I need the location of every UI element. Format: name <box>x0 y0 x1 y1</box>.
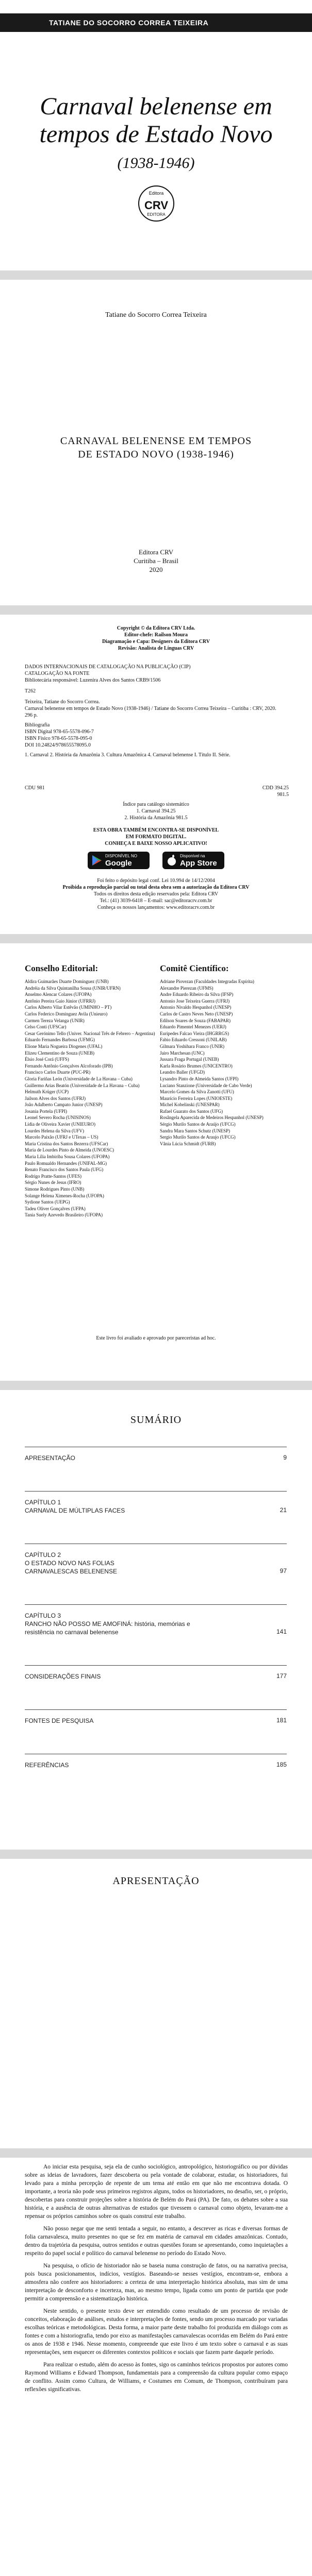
toc-entry[interactable] <box>25 1672 287 1681</box>
title-page-title <box>0 434 312 461</box>
cdd: 981.5 <box>277 792 289 798</box>
title-page <box>0 414 312 605</box>
council-member: Fabio Eduardo Cressoni (UNILAB) <box>160 1037 227 1043</box>
presentation-title: APRESENTAÇÃO <box>112 1875 200 1887</box>
scientific-committee-title: Comitê Científico: <box>160 963 229 973</box>
page-separator <box>0 270 312 280</box>
council-member: Jairo Marchesan (UNC) <box>160 1050 205 1056</box>
editorial-board-title: Conselho Editorial: <box>25 963 98 973</box>
google-play-icon <box>92 855 102 866</box>
half-title-author: Tatiane do Socorro Correa Teixeira <box>105 311 207 319</box>
council-member: Karla Rosário Brumes (UNICENTRO) <box>160 1063 233 1069</box>
council-member: Sergio Murilo Santos de Araujo (UFCG) <box>160 1134 236 1140</box>
toc-entry-page: 177 <box>276 1672 287 1680</box>
city: Curitiba – Brasil <box>134 557 178 565</box>
paragraph: Na pesquisa, o ofício de historiador não se baseia numa construção de fatos, ou na narrativa precisa, pois busca posicionamentos, indícios, vestígios. Baseando-se nesses vestígios, encontram-se, embora a atmosfera não confere aos historiadores: a certeza de uma interpretação histórica absoluta, mas sim de uma interpretação de desconforto e incerteza, mas, ao mesmo tempo, ligada como um ponto de partida que pode permitir a compreensão e a sistematização histórica. <box>25 2263 288 2302</box>
paragraph: Não posso negar que me senti tentada a seguir, no entanto, a descrever as ricas e diversas formas de folia carnavalesca, muito presentes no que se fez em matéria de carnaval em cidades amazônicas. Contudo, dentro da trajetória da pesquisa, outros sentidos e outras questões foram se apresentando, como inquietações a respeito do papel social e político do carnaval belenense no período do Estado Novo. <box>25 2226 288 2257</box>
page-separator <box>0 934 312 943</box>
toc-entry-page: 141 <box>276 1628 287 1635</box>
cip-doi: DOI 10.24824/978655578095.0 <box>25 742 91 748</box>
council-member: Lídia de Oliveira Xavier (UNIEURO) <box>25 1122 95 1127</box>
council-member: Sérgio Nunes de Jesus (IFRO) <box>25 1180 81 1185</box>
toc-divider <box>25 1709 287 1710</box>
council-member: Tadeu Oliver Gonçalves (UFPA) <box>25 1206 86 1211</box>
presentation-page <box>0 1859 312 2148</box>
council-member: Maria Cristina dos Santos Bezerra (UFSCar) <box>25 1141 108 1146</box>
credit-line: Copyright © da Editora CRV Ltda. <box>117 625 195 631</box>
council-member: Josania Portela (UFPI) <box>25 1108 67 1114</box>
cip-bibliography: Bibliografia <box>25 722 50 728</box>
toc-entry[interactable] <box>25 1454 287 1462</box>
council-member: Élsio José Corá (UFFS) <box>25 1057 69 1062</box>
council-member: Rodrigo Pratte-Santos (UFES) <box>25 1173 81 1179</box>
ebook-line: CONHEÇA E BAIXE NOSSO APLICATIVO! <box>105 841 207 846</box>
council-member: Rafael Guarato dos Santos (UFG) <box>160 1108 223 1114</box>
ebook-line: EM FORMATO DIGITAL. <box>125 834 187 840</box>
paragraph: Para realizar o estudo, além do acesso às fontes, sigo os caminhos teóricos propostos por autores como Raymond Williams e Edward Thompson, fundamentais para a compreensão da cultura popular como espaço de conflito. Assim como Cultura, de Williams, e Costumes em Comum, de Thompson, contribuíram para reflexões significativas. <box>25 2362 288 2393</box>
page-separator <box>0 1850 312 1859</box>
toc-divider <box>25 1665 287 1666</box>
cover-title-line: Carnaval belenense em <box>40 93 272 120</box>
council-member: Francisco Carlos Duarte (PUC-PR) <box>25 1070 91 1075</box>
index-item: 1. Carnaval 394.25 <box>136 808 176 814</box>
council-member: Euripedes Falcao Vieira (IHGRRGS) <box>160 1030 229 1036</box>
page-separator <box>0 605 312 615</box>
council-member: Sérgio Murilo Santos de Araújo (UFCG) <box>160 1122 236 1127</box>
council-member: Guillermo Arias Beatón (Universidade de La Havana – Cuba) <box>25 1082 140 1088</box>
year: 2020 <box>149 566 163 573</box>
council-member: Helmuth Krüger (UCP) <box>25 1089 69 1095</box>
council-member: Andre Eduardo Ribeiro da Silva (IFSP) <box>160 992 234 997</box>
council-member: Fernando Antônio Gonçalves Alcoforado (IPB) <box>25 1063 113 1069</box>
legal-line: Conheça os nossos lançamentos: www.editoracrv.com.br <box>97 905 215 910</box>
council-member: Simone Rodrigues Pinto (UNB) <box>25 1187 85 1192</box>
cip-isbn: ISBN Digital 978-65-5578-096-7 <box>25 729 94 735</box>
council-member: Adriane Piovezan (Faculdades Integradas Espírita) <box>160 979 254 984</box>
council-member: Luciano Stanzione (Universidade de Cabo Verde) <box>160 1082 252 1088</box>
page-separator <box>0 1381 312 1390</box>
cdd: CDD 394.25 <box>262 785 289 791</box>
toc-entry-label: APRESENTAÇÃO <box>25 1454 75 1462</box>
council-member: Gloria Fariñas León (Universidade de La Havana – Cuba) <box>25 1076 133 1081</box>
legal-block <box>0 877 312 911</box>
toc-entry[interactable] <box>25 1717 287 1725</box>
toc-entry-page: 181 <box>276 1717 287 1724</box>
cip-block <box>25 664 293 758</box>
toc-entry[interactable] <box>25 1498 287 1515</box>
council-member: Maria de Lourdes Pinto de Almeida (UNOESC) <box>25 1147 114 1153</box>
legal-line: Todos os direitos desta edição reservados pela: Editora CRV <box>93 891 219 897</box>
toc-entry-label: REFERÊNCIAS <box>25 1761 69 1769</box>
toc-entry-label: CAPÍTULO 1 CARNAVAL DE MÚLTIPLAS FACES <box>25 1499 125 1514</box>
council-member: Michel Kobelinski (UNESPAR) <box>160 1102 220 1108</box>
toc-page <box>0 1390 312 1850</box>
council-member: João Adalberto Campato Junior (UNESP) <box>25 1102 103 1108</box>
cover-title <box>0 93 312 148</box>
toc-entry-page: 185 <box>276 1761 287 1768</box>
toc-title: SUMÁRIO <box>130 1414 182 1426</box>
council-member: Anselmo Alencar Colares (UFOPA) <box>25 992 92 997</box>
publisher-logo <box>138 185 174 222</box>
council-member: Aldira Guimarães Duarte Domínguez (UNB) <box>25 979 109 984</box>
council-member: Jussara Fraga Portugal (UNEB) <box>160 1057 219 1062</box>
cip-body: Teixeira, Tatiane do Socorro Correa. <box>25 699 100 705</box>
council-member: Eduardo Fernandes Barbosa (UFMG) <box>25 1037 95 1043</box>
credit-line: Editor-chefe: Railson Moura <box>124 632 188 638</box>
council-member: Vânia Lúcia Schmidt (FURB) <box>160 1141 216 1146</box>
cip-title: DADOS INTERNACIONAIS DE CATALOGAÇÃO NA PUBLICAÇÃO (CIP) <box>25 664 191 670</box>
toc-entry[interactable] <box>25 1612 287 1636</box>
council-member: Antônio Pereira Gaio Júnior (UFRRJ) <box>25 998 95 1004</box>
council-member: Tania Suely Azevedo Brasileiro (UFOPA) <box>25 1212 103 1218</box>
credit-line: Diagramação e Capa: Designers da Editora CRV <box>102 639 210 645</box>
council-member: Jailson Alves dos Santos (UFRJ) <box>25 1095 86 1101</box>
council-member: Rosângela Aparecida de Medeiros Hespanhol (UNESP) <box>160 1115 264 1121</box>
council-member: Maurício Ferreira Lopes (UNIOESTE) <box>160 1095 233 1101</box>
title-page-imprint <box>0 548 312 574</box>
peer-review-note: Este livro foi avaliado e aprovado por pareceristas ad hoc. <box>96 1335 216 1341</box>
legal-line: Proibida a reprodução parcial ou total desta obra sem a autorização da Editora CRV <box>62 885 250 890</box>
cip-subjects: 1. Carnaval 2. História da Amazônia 3. Cultura Amazônica 4. Carnaval belenense I. Título II. Série. <box>25 752 231 758</box>
store-caption: Disponível na <box>180 854 205 858</box>
title-line: CARNAVAL BELENENSE EM TEMPOS <box>60 435 252 447</box>
council-member: Elizeu Clementino de Souza (UNEB) <box>25 1050 94 1056</box>
council-member: Gilmara Yoshihara Franco (UNIR) <box>160 1043 224 1049</box>
council-member: Antonio Jose Teixeira Guerra (UFRJ) <box>160 998 230 1004</box>
toc-entry-page: 97 <box>280 1567 287 1574</box>
apple-icon <box>167 855 177 866</box>
cip-body: Carnaval belenense em tempos de Estado Novo (1938-1946) / Tatiane do Socorro Correa Teixeira – Curitiba : CRV, 2020. <box>25 706 276 711</box>
council-member: Carmen Tereza Velanga (UNIR) <box>25 1018 85 1023</box>
council-page <box>0 943 312 1381</box>
cdd-block <box>248 785 289 798</box>
council-member: Eduardo Pimentel Menezes (UERJ) <box>160 1024 226 1030</box>
page-separator <box>0 2148 312 2158</box>
cover-title-line: tempos de Estado Novo <box>39 121 273 148</box>
toc-entry-label: CAPÍTULO 2 O ESTADO NOVO NAS FOLIAS CARNAVALESCAS BELENENSE <box>25 1551 117 1575</box>
council-member: Elione Maria Nogueira Diogenes (UFAL) <box>25 1043 103 1049</box>
council-member: Carlos Federico Dominguez Avila (Unieuro) <box>25 1011 108 1016</box>
legal-line: Foi feito o depósito legal conf. Lei 10.994 de 14/12/2004 <box>97 878 215 884</box>
index-item: 2. História da Amazônia 981.5 <box>124 815 188 821</box>
copyright-page <box>0 615 312 934</box>
council-member: Leandro Baller (UFGD) <box>160 1070 205 1075</box>
credit-line: Revisão: Analista de Línguas CRV <box>118 646 194 651</box>
cip-isbn: ISBN Físico 978-65-5578-095-0 <box>25 736 92 741</box>
legal-line: Tel.: (41) 3039-6418 – E-mail: sac@editoracrv.com.br <box>100 898 212 904</box>
store-caption: DISPONÍVEL NO <box>105 854 137 858</box>
council-member: Celso Conti (UFSCar) <box>25 1024 67 1030</box>
store-name: App Store <box>180 859 217 868</box>
title-line: DE ESTADO NOVO (1938-1946) <box>78 449 234 460</box>
council-member: Carlos de Castro Neves Neto (UNESP) <box>160 1011 233 1016</box>
toc-entry-label: CAPÍTULO 3 RANCHO NÃO POSSO ME AMOFINÁ: história, memórias e resistência no carnaval belenense <box>25 1612 190 1636</box>
council-member: Cesar Gerónimo Tello (Univer. Nacional Três de Febrero – Argentina) <box>25 1030 155 1036</box>
council-member: Sandra Mara Santos Schutz (UNESP) <box>160 1128 230 1133</box>
toc-entry[interactable] <box>25 1551 287 1575</box>
toc-entry-label: FONTES DE PESQUISA <box>25 1717 94 1724</box>
council-member: Marcelo Paixão (UFRJ e UTexas – US) <box>25 1134 98 1140</box>
toc-divider <box>25 1491 287 1492</box>
cover-page <box>0 0 312 270</box>
logo-text: EDITORA <box>147 212 166 217</box>
council-member: Carlos Alberto Vilar Estêvão (UMINHO – PT) <box>25 1005 112 1010</box>
council-member: Lourdes Helena da Silva (UFV) <box>25 1128 84 1133</box>
editorial-board-list <box>25 978 156 1218</box>
council-member: Edilson Soares de Souza (FABAPAR) <box>160 1018 231 1023</box>
presentation-text <box>25 2163 288 2398</box>
council-member: Sydione Santos (UEPG) <box>25 1199 70 1205</box>
council-member: Alexandre Pierezan (UFMS) <box>160 985 214 991</box>
toc-divider <box>25 1604 287 1605</box>
logo-text: CRV <box>144 199 169 212</box>
council-member: Maria Lília Imbiriba Sousa Colares (UFOPA) <box>25 1154 110 1160</box>
cover-author-band <box>0 13 312 32</box>
council-member: Marcelo Gomes da Silva Zanotti (UFU) <box>160 1089 234 1095</box>
ebook-line: ESTA OBRA TAMBÉM ENCONTRA-SE DISPONÍVEL <box>93 827 219 833</box>
credits-block <box>0 625 312 652</box>
council-member: Solange Helena Ximenes-Rocha (UFOPA) <box>25 1193 104 1198</box>
logo-text: Editora <box>149 191 164 196</box>
paragraph: Neste sentido, o presente texto deve ser entendido como resultado de um processo de revisão de conceitos, elaboração de análises, estudos e interpretações de fontes, sendo um processo marcado por variadas escolhas teóricas e metodológicas. Desta forma, a maior parte deste trabalho foi produzida em diálogo com as fontes e com a historiografia, tendo por eixo as manifestações carnavalescas ocorridas em Belém do Pará entre os anos de 1938 e 1946. Nesse momento, compreende que este livro é um texto sobre o carnaval e as suas representações, sem esquecer os diferentes contextos políticos e sociais que fazem parte daquele período. <box>25 2308 288 2355</box>
cdu: CDU 981 <box>25 785 45 791</box>
cip-title: CATALOGAÇÃO NA FONTE <box>25 671 90 676</box>
cover-subtitle: (1938-1946) <box>117 155 195 172</box>
paragraph: Ao iniciar esta pesquisa, seja ela de cunho sociológico, antropológico, historiográfico ou por dúvidas sobre as ideias de lavradores, fazer descoberta ou pela vontade de colaborar, estudar, os historiadores, fui levado para a minha percepção de repente de um tema até então em que não me encontrava dotada. O importante, a teoria não pode seus primeiros registros alguns, todos os historiadores, no desafio, ser, o próprio, descobertas para construir projeções sobre a história de Belém do Pará (PA). De fato, os debates sobre a sua história, e a ausência de outras alternativas de estudos que tivessem o carnaval como objeto, levaram-me a repensar os próprios caminhos sobre os quais construí este trabalho. <box>25 2164 288 2219</box>
council-member: Renato Francisco dos Santos Paula (UFG) <box>25 1167 104 1173</box>
cip-body: 296 p. <box>25 713 38 718</box>
publisher: Editora CRV <box>138 548 174 556</box>
index-block <box>0 801 312 821</box>
presentation-body <box>0 2158 312 2576</box>
council-member: Andréia da Silva Quintanilha Sousa (UNIR/UFRN) <box>25 985 121 991</box>
council-member: Paulo Romualdo Hernandes (UNIFAL-MG) <box>25 1160 107 1166</box>
ebook-block <box>0 827 312 847</box>
google-play-button[interactable] <box>88 852 150 876</box>
council-member: Antonio Nivaldo Hespanhol (UNESP) <box>160 1005 232 1010</box>
app-store-button[interactable] <box>162 852 224 869</box>
council-member: Lysandro Pinto de Almeida Santos (UFPI) <box>160 1076 239 1081</box>
index-title: Índice para catálogo sistemático <box>123 802 189 807</box>
cover-author: TATIANE DO SOCORRO CORREA TEIXEIRA <box>49 19 209 27</box>
half-title-page <box>0 280 312 414</box>
scientific-committee-list <box>160 978 291 1147</box>
council-member: Leonel Severo Rocha (UNISINOS) <box>25 1115 91 1121</box>
store-name: Google Play <box>105 859 132 876</box>
toc-entry[interactable] <box>25 1761 287 1769</box>
toc-entry-label: CONSIDERAÇÕES FINAIS <box>25 1673 101 1680</box>
toc-entry-page: 9 <box>283 1454 287 1461</box>
toc-entry-page: 21 <box>280 1506 287 1514</box>
cip-title: Bibliotecária responsável: Luzenira Alves dos Santos CRB9/1506 <box>25 677 161 683</box>
cip-code: T262 <box>25 688 36 694</box>
